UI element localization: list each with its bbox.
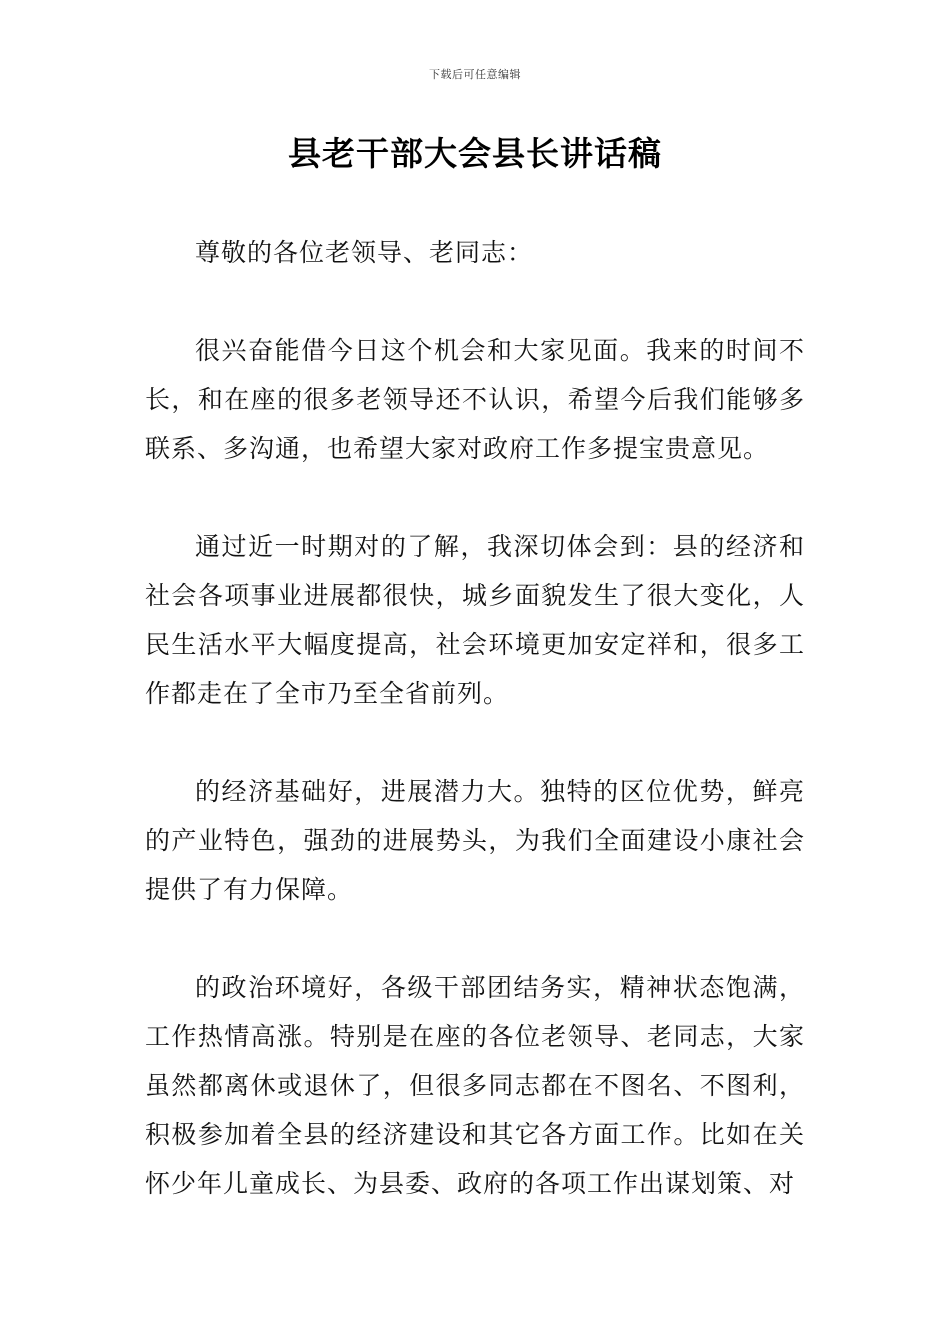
header-note: 下载后可任意编辑 — [429, 68, 521, 81]
salutation-paragraph: 尊敬的各位老领导、老同志： — [195, 238, 534, 267]
document-body — [145, 228, 805, 1257]
body-paragraph: 的政治环境好，各级干部团结务实，精神状态饱满，工作热情高涨。特别是在座的各位老领导、老同志，大家虽然都离休或退休了，但很多同志都在不图名、不图利，积极参加着全县的经济建设和其它各方面工作。比如在关怀少年儿童成长、为县委、政府的各项工作出谋划策、对 — [145, 973, 805, 1198]
body-paragraph: 的经济基础好，进展潜力大。独特的区位优势，鲜亮的产业特色，强劲的进展势头，为我们全面建设小康社会提供了有力保障。 — [145, 777, 805, 904]
body-paragraph: 很兴奋能借今日这个机会和大家见面。我来的时间不长，和在座的很多老领导还不认识，希望今后我们能够多联系、多沟通，也希望大家对政府工作多提宝贵意见。 — [145, 336, 805, 463]
page-title: 县老干部大会县长讲话稿 — [288, 134, 662, 173]
body-paragraph: 通过近一时期对的了解，我深切体会到：县的经济和社会各项事业进展都很快，城乡面貌发生了很大变化，人民生活水平大幅度提高，社会环境更加安定祥和，很多工作都走在了全市乃至全省前列。 — [145, 532, 805, 708]
